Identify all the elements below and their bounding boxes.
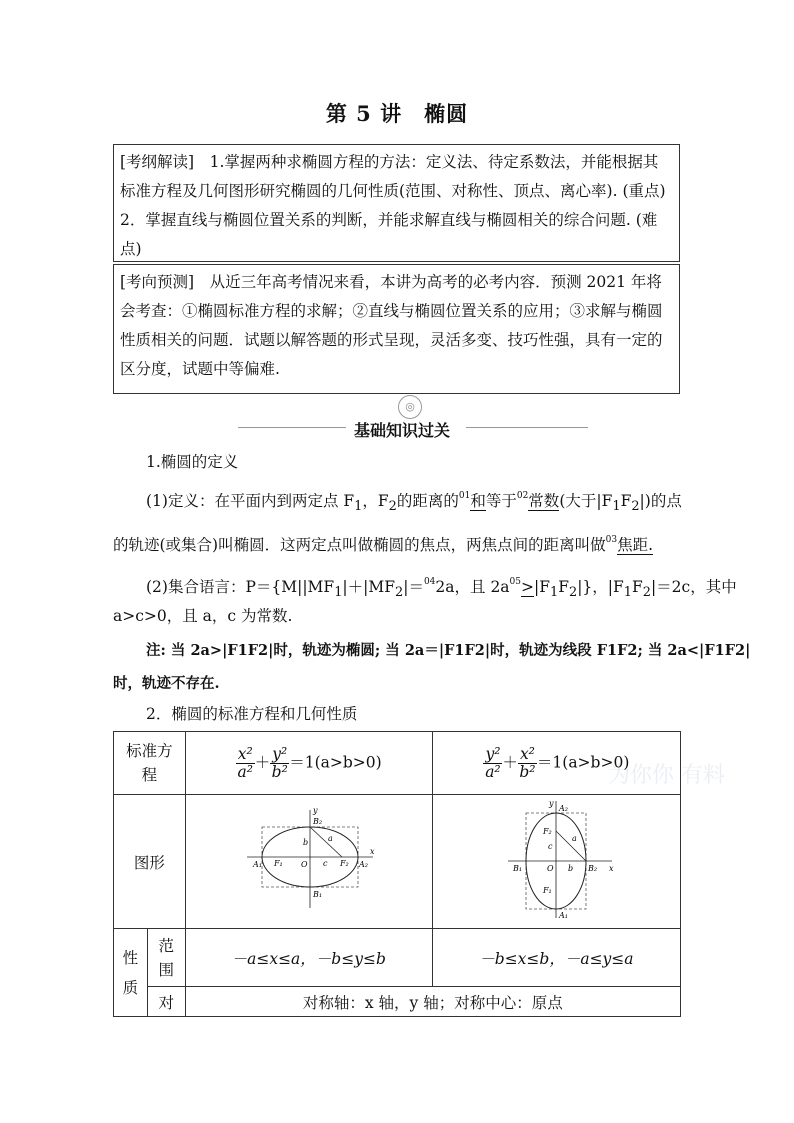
target-icon: ◎ xyxy=(398,395,422,419)
range-horizontal: －a≤x≤a，－b≤y≤b xyxy=(185,929,432,987)
blank-answer: 焦距. xyxy=(617,536,653,554)
section1-heading: 1.椭圆的定义 xyxy=(146,453,239,471)
svg-text:a: a xyxy=(572,833,578,843)
range-vertical: －b≤x≤b，－a≤y≤a xyxy=(432,929,680,987)
outline-line: 点) xyxy=(120,240,142,258)
banner-line-right xyxy=(466,427,588,428)
svg-text:F₂: F₂ xyxy=(543,826,553,836)
vertical-ellipse-diagram xyxy=(486,798,626,922)
svg-text:c: c xyxy=(548,841,553,851)
forecast-line: 会考查：①椭圆标准方程的求解；②直线与椭圆位置关系的应用；③求解与椭圆 xyxy=(120,302,663,320)
blank-answer: 常数 xyxy=(528,492,560,510)
equation-horizontal: $\frac{\text{x²}}{\text{a²}}$ ＋ $\frac{\text{y²}}{\text{b²}}$ ＝1(a>b>0) xyxy=(185,732,432,795)
row-label-symmetry: 对 xyxy=(147,987,185,1017)
ellipse-properties-table xyxy=(113,731,681,1017)
row-label-figure: 图形 xyxy=(114,795,186,929)
set-language-line2: a>c>0，且 a，c 为常数. xyxy=(113,607,293,625)
equation-vertical: $\frac{\text{y²}}{\text{a²}}$ ＋ $\frac{\text{x²}}{\text{b²}}$ ＝1(a>b>0) xyxy=(432,732,680,795)
svg-text:a: a xyxy=(327,833,333,843)
svg-text:x: x xyxy=(609,863,614,873)
section-banner-label: 基础知识过关 xyxy=(354,421,451,440)
svg-text:O: O xyxy=(547,863,554,873)
svg-text:A₁: A₁ xyxy=(559,910,569,920)
blank-answer: > xyxy=(521,578,534,596)
svg-text:b: b xyxy=(568,863,574,873)
forecast-line: 区分度，试题中等偏难. xyxy=(120,360,280,378)
svg-text:F₁: F₁ xyxy=(543,885,553,895)
outline-line: 2．掌握直线与椭圆位置关系的判断，并能求解直线与椭圆相关的综合问题. (难 xyxy=(120,211,658,229)
svg-text:A₂: A₂ xyxy=(559,803,569,813)
forecast-line: 性质相关的问题．试题以解答题的形式呈现，灵活多变、技巧性强，具有一定的 xyxy=(120,331,663,349)
header-standard-equation: 标准方程 xyxy=(114,732,186,795)
section-banner xyxy=(0,418,794,438)
blank-answer: 和 xyxy=(470,492,486,510)
outline-line: 标准方程及几何图形研究椭圆的几何性质(范围、对称性、顶点、离心率). (重点) xyxy=(120,182,666,200)
svg-text:B₁: B₁ xyxy=(513,863,523,873)
banner-line-left xyxy=(238,427,346,428)
svg-text:x: x xyxy=(369,846,375,856)
svg-text:b: b xyxy=(302,837,308,847)
svg-text:O: O xyxy=(300,859,308,869)
note-line2: 时，轨迹不存在. xyxy=(113,675,220,692)
exam-forecast-box xyxy=(113,264,680,394)
exam-outline-box xyxy=(113,144,680,262)
svg-text:c: c xyxy=(322,858,328,868)
symmetry-value: 对称轴：x 轴，y 轴；对称中心：原点 xyxy=(185,987,680,1017)
definition-line2: 的轨迹(或集合)叫椭圆．这两定点叫做椭圆的焦点，两焦点间的距离叫做$^{03}$焦距. xyxy=(113,535,653,554)
definition-line1: (1)定义：在平面内到两定点 $F_1$，$F_2$的距离的$^{01}$和等于$^{02}$常数(大于$|F_1F_2|$)的点 xyxy=(146,491,682,515)
blank-answer: 2a xyxy=(435,578,455,596)
svg-text:B₁: B₁ xyxy=(312,889,322,899)
watermark: 为你你 有料 xyxy=(608,763,725,788)
figure-horizontal-ellipse xyxy=(185,795,432,929)
page-title: 第 5 讲 椭圆 xyxy=(325,101,469,126)
svg-text:F₂: F₂ xyxy=(339,858,349,868)
forecast-line: [考向预测] 从近三年高考情况来看，本讲为高考的必考内容．预测 2021 年将 xyxy=(120,273,662,291)
set-language-line1: (2)集合语言：$P=\{M||MF_1|+|MF_2|=^{04}2a$，且 $2a^{05}>|F_1F_2|$}，$|F_1F_2|=2c$，其中 xyxy=(146,577,737,601)
svg-text:F₁: F₁ xyxy=(273,858,283,868)
figure-vertical-ellipse xyxy=(432,795,680,929)
note-line1: 注: 当 2a>|F1F2|时，轨迹为椭圆; 当 2a＝|F1F2|时，轨迹为线段 F1F2; 当 2a<|F1F2| xyxy=(146,642,751,659)
svg-text:y: y xyxy=(549,798,554,808)
svg-text:y: y xyxy=(312,805,318,815)
row-label-range: 范围 xyxy=(147,929,185,987)
outline-line: [考纲解读] 1.掌握两种求椭圆方程的方法：定义法、待定系数法，并能根据其 xyxy=(120,153,659,171)
horizontal-ellipse-diagram xyxy=(239,804,379,916)
svg-text:B₂: B₂ xyxy=(588,863,598,873)
svg-text:B₂: B₂ xyxy=(312,816,322,826)
svg-text:A₁: A₁ xyxy=(252,859,262,869)
section2-heading: 2．椭圆的标准方程和几何性质 xyxy=(146,705,358,723)
svg-text:A₂: A₂ xyxy=(358,859,368,869)
row-label-properties: 性质 xyxy=(114,929,148,1017)
